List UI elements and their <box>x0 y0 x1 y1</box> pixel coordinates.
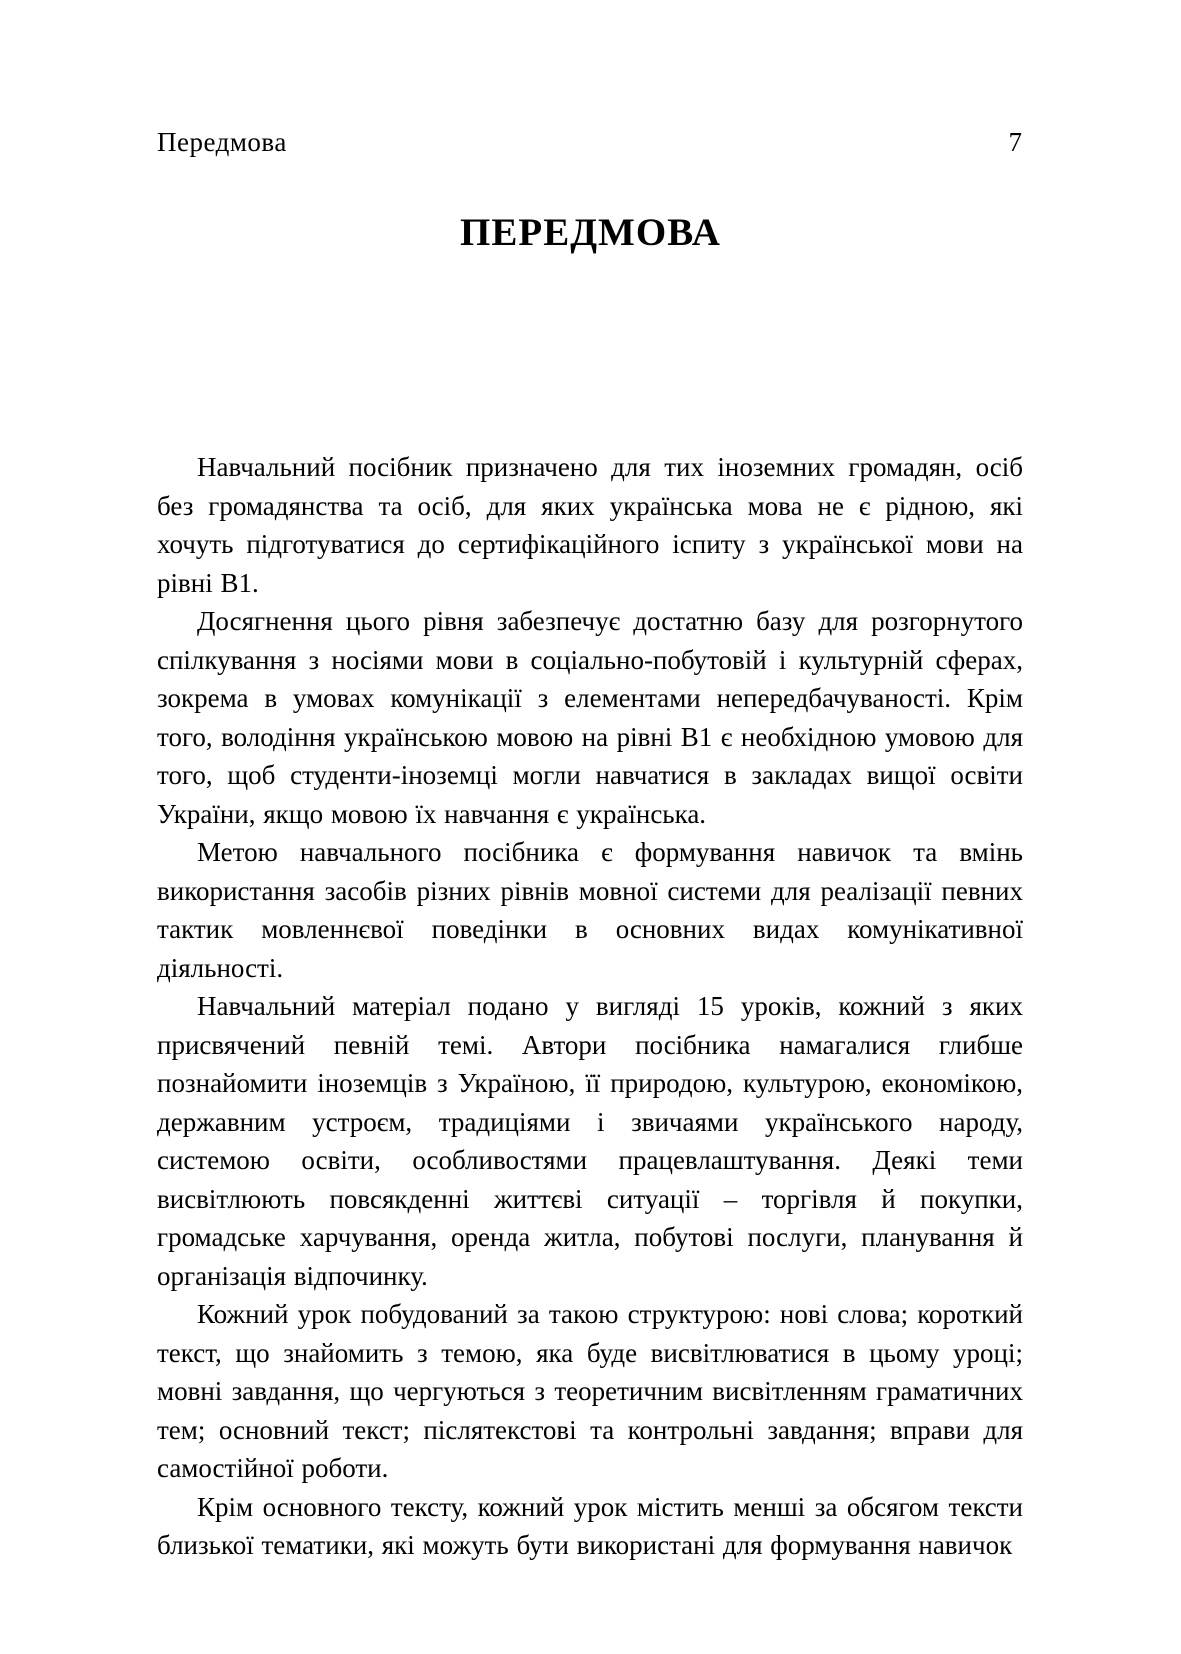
running-header <box>157 126 1022 158</box>
document-body <box>157 448 1023 1565</box>
paragraph-3: Метою навчального посібника є формування навичок та вмінь використання засобів різних рівнів мовної системи для реалізації певних тактик мовленнєвої поведінки в основних видах комунікативної діяльності. <box>157 837 1023 983</box>
page-title: ПЕРЕДМОВА <box>460 211 721 254</box>
paragraph-6: Крім основного тексту, кожний урок містить менші за обсягом тексти близької тематики, які можуть бути використані для формування навичок <box>157 1491 1023 1560</box>
paragraph-1: Навчальний посібник призначено для тих іноземних громадян, осіб без громадянства та осіб, для яких українська мова не є рідною, які хочуть підготуватися до сертифікаційного іспиту з української мови на рівні В1. <box>157 452 1023 598</box>
paragraph-2: Досягнення цього рівня забезпечує достатню базу для розгорнутого спілкування з носіями мови в соціально-побутовій і культурній сферах, зокрема в умовах комунікації з елементами непередбачуваності. Крім того, володіння українською мовою на рівні В1 є необхідною умовою для того, щоб студенти-іноземці могли навчатися в закладах вищої освіти України, якщо мовою їх навчання є українська. <box>157 606 1023 829</box>
paragraph-5: Кожний урок побудований за такою структурою: нові слова; короткий текст, що знайомить з темою, яка буде висвітлюватися в цьому уроці; мовні завдання, що чергуються з теоретичним висвітленням граматичних тем; основний текст; післятекстові та контрольні завдання; вправи для самостійної роботи. <box>157 1299 1023 1483</box>
page-number: 7 <box>1008 127 1022 157</box>
running-header-section: Передмова <box>157 127 287 157</box>
paragraph-4: Навчальний матеріал подано у вигляді 15 уроків, кожний з яких присвячений певній темі. Автори посібника намагалися глибше познайомити іноземців з Україною, її природою, культурою, економікою, державним устроєм, традиціями і звичаями українського народу, системою освіти, особливостями працевлаштування. Деякі теми висвітлюють повсякденні життєві ситуації – торгівля й покупки, громадське харчування, оренда житла, побутові послуги, планування й організація відпочинку. <box>157 991 1023 1291</box>
